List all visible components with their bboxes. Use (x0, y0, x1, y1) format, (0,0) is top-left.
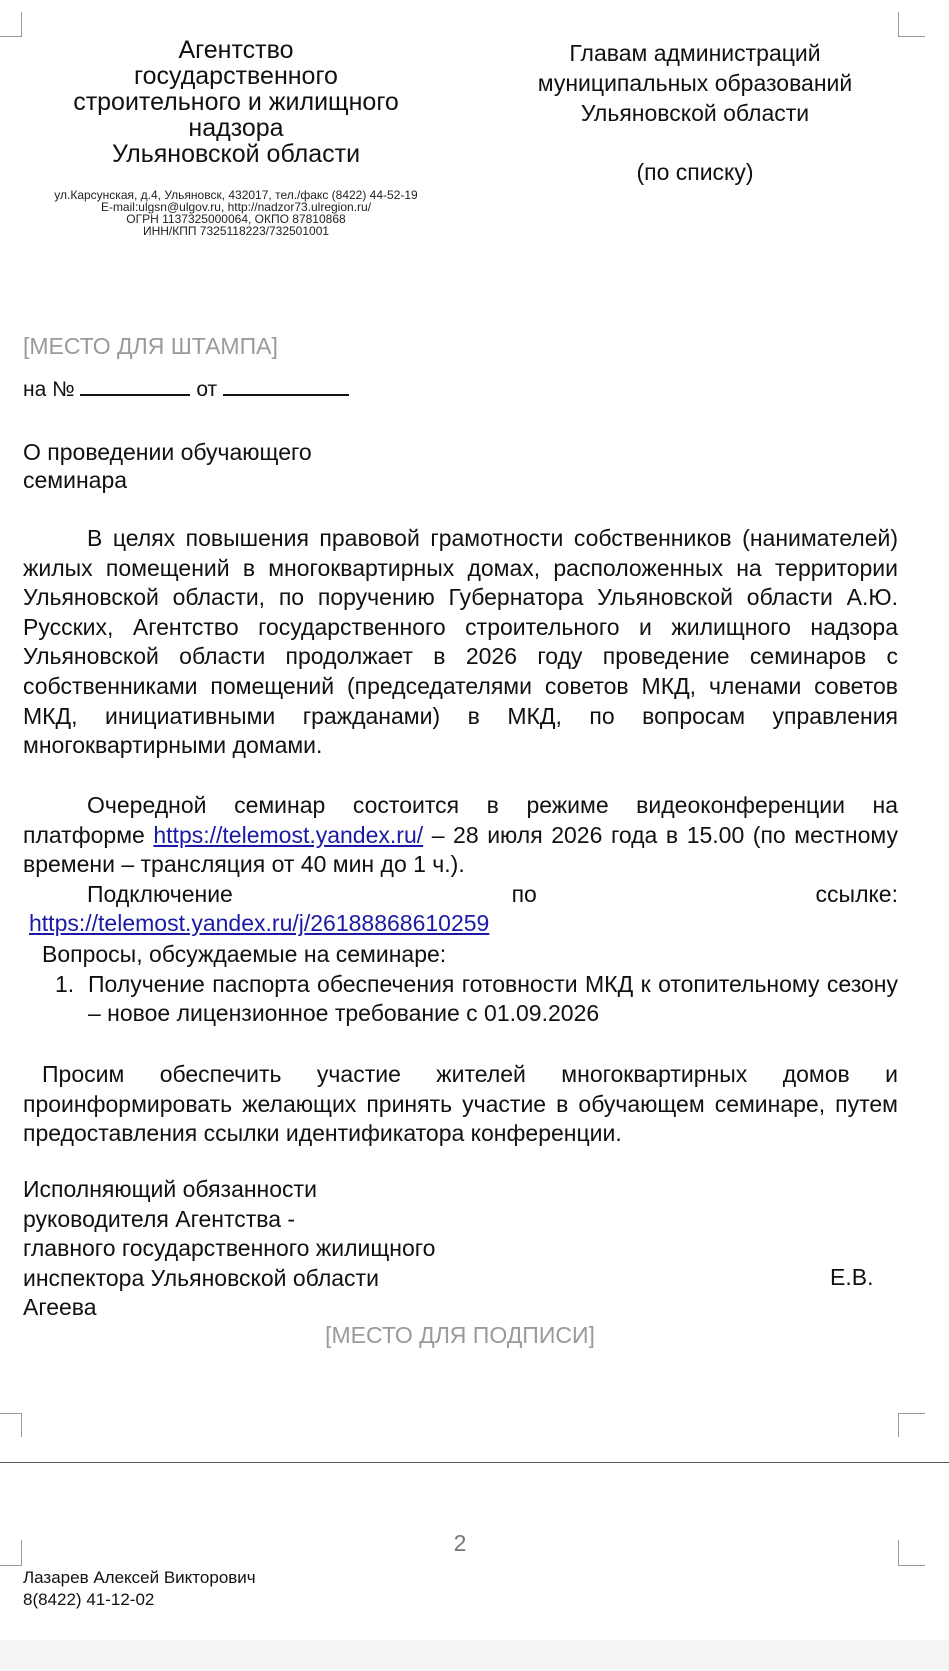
conference-link[interactable]: https://telemost.yandex.ru/j/26188868610259 (29, 910, 490, 936)
crop-mark-top-right (898, 12, 925, 37)
body-paragraph-4: Просим обеспечить участие жителей многоквартирных домов и проинформировать желающих принять участие в обучающем семинаре, путем предоставления ссылки идентификатора конференции. (23, 1061, 898, 1147)
telemost-platform-link[interactable]: https://telemost.yandex.ru/ (153, 821, 424, 848)
sender-title: Агентство государственного строительного и жилищного надзора Ульяновской области (73, 36, 399, 168)
paragraph-2-text-end: – 28 июля 2026 года в 15.00 (по местному времени – трансляция от 40 мин до 1 ч.). (23, 821, 898, 878)
connection-word-1: Подключение (87, 881, 233, 907)
executor-phone: 8(8422) 41-12-02 (23, 1590, 155, 1609)
recipient-title: Главам администраций муниципальных образований Ульяновской области (537, 40, 853, 126)
letter-subject: О проведении обучающего семинара (23, 439, 312, 493)
list-item-text: Получение паспорта обеспечения готовности МКД к отопительному сезону – новое лицензионное требование с 01.09.2026 (88, 971, 898, 1026)
page-number: 2 (453, 1530, 467, 1556)
issues-title: Вопросы, обсуждаемые на семинаре: (42, 941, 447, 967)
signer-initials: Е.В. (830, 1264, 874, 1290)
connection-word-3: ссылке: (815, 881, 898, 907)
reference-number-label: на № (23, 378, 75, 401)
connection-word-2: по (511, 881, 537, 907)
reference-date-label: от (196, 378, 218, 401)
crop-mark-top-left (0, 12, 22, 37)
body-paragraph-1: В целях повышения правовой грамотности собственников (нанимателей) жилых помещений в многоквартирных домах, расположенных на территории Ульяновской области, по поручению Губернатора Ульяновской области А.Ю. Русских, Агентство государственного строительного и жилищного надзора Ульяновской области продолжает в 2026 году проведение семинаров с собственниками помещений (председателями советов МКД, членами советов МКД, инициативными гражданами) в МКД, по вопросам управления многоквартирными домами. (23, 525, 898, 759)
reference-number-blank (80, 374, 190, 396)
signer-position: Исполняющий обязанности руководителя Агентства - главного государственного жилищного инспектора Ульяновской области (23, 1176, 436, 1291)
page-gap (0, 1640, 949, 1671)
list-item-number: 1. (55, 971, 75, 997)
signature-placeholder: [МЕСТО ДЛЯ ПОДПИСИ] (325, 1322, 595, 1348)
reference-line (23, 374, 349, 402)
paragraph-2-text-start: Очередной семинар состоится в режиме видеоконференции на платформе (23, 792, 898, 848)
sender-contacts: ул.Карсунская, д.4, Ульяновск, 432017, тел./факс (8422) 44-52-19 E-mail:ulgsn@ulgov.ru, http://nadzor73.ulregion.ru/ ОГРН 1137325000064, ОКПО 87810868 ИНН/КПП 7325118223/732501001 (54, 188, 418, 238)
signer-surname: Агеева (23, 1294, 97, 1320)
reference-date-blank (223, 374, 349, 396)
stamp-placeholder: [МЕСТО ДЛЯ ШТАМПА] (23, 333, 278, 359)
crop-mark-mid-left (0, 1413, 22, 1437)
recipient-note: (по списку) (636, 159, 754, 185)
executor-name: Лазарев Алексей Викторович (23, 1568, 256, 1587)
connection-line (87, 880, 898, 909)
crop-mark-mid-right (898, 1413, 925, 1437)
conference-link-line (29, 909, 489, 938)
page-divider (0, 1462, 949, 1463)
body-paragraph-2 (23, 791, 898, 880)
